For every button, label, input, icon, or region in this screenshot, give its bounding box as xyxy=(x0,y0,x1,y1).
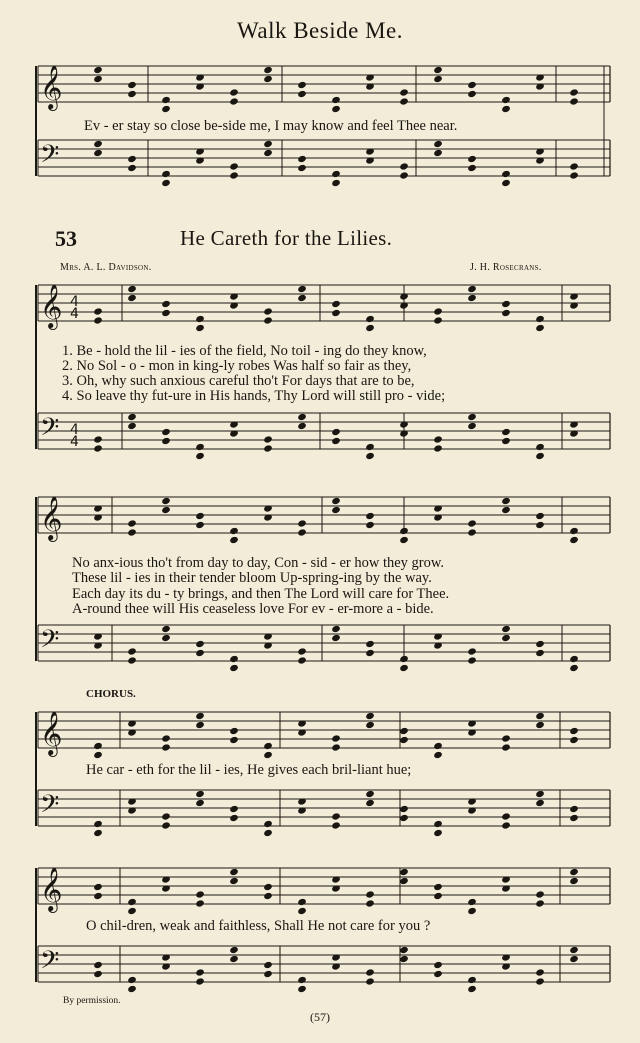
note-head xyxy=(93,66,103,74)
note-head xyxy=(365,790,375,798)
note-head xyxy=(365,443,375,451)
note-head xyxy=(467,90,477,98)
note-head xyxy=(399,527,409,535)
note-head xyxy=(331,497,341,505)
time-signature: 4 xyxy=(70,294,79,310)
note-head xyxy=(331,428,341,436)
note-head xyxy=(535,799,545,807)
note-head xyxy=(229,162,239,170)
note-head xyxy=(569,88,579,96)
time-signature: 4 xyxy=(70,434,79,450)
note-head xyxy=(127,285,137,293)
bass-clef-icon: 𝄢 xyxy=(40,625,60,660)
note-head xyxy=(569,162,579,170)
note-head xyxy=(501,821,511,829)
note-head xyxy=(93,961,103,969)
note-head xyxy=(229,727,239,735)
note-head xyxy=(399,805,409,813)
note-head xyxy=(297,413,307,421)
note-head xyxy=(297,647,307,655)
note-head xyxy=(433,742,443,750)
note-head xyxy=(161,309,171,317)
chorus-label: CHORUS. xyxy=(86,688,136,700)
note-head xyxy=(297,528,307,536)
note-head xyxy=(569,536,579,544)
note-head xyxy=(433,820,443,828)
fragment-title: Walk Beside Me. xyxy=(237,18,403,43)
note-head xyxy=(263,970,273,978)
verse-4-line-1: 4. So leave thy fut-ure in His hands, Thy Lord will still pro - vide; xyxy=(62,388,446,404)
note-head xyxy=(297,81,307,89)
note-head xyxy=(263,883,273,891)
note-head xyxy=(263,149,273,157)
note-head xyxy=(365,324,375,332)
note-head xyxy=(501,179,511,187)
note-head xyxy=(365,899,375,907)
note-head xyxy=(569,664,579,672)
note-head xyxy=(195,799,205,807)
treble-clef-icon: 𝄞 xyxy=(40,867,63,911)
note-head xyxy=(569,527,579,535)
note-head xyxy=(93,435,103,443)
note-head xyxy=(297,976,307,984)
note-head xyxy=(433,829,443,837)
note-head xyxy=(501,309,511,317)
page-number: (57) xyxy=(310,1010,330,1024)
note-head xyxy=(93,883,103,891)
note-head xyxy=(535,640,545,648)
note-head xyxy=(501,812,511,820)
note-head xyxy=(127,294,137,302)
note-head xyxy=(365,315,375,323)
note-head xyxy=(195,968,205,976)
note-head xyxy=(161,300,171,308)
note-head xyxy=(535,324,545,332)
note-head xyxy=(569,727,579,735)
note-head xyxy=(161,743,171,751)
verse-3-line-2: Each day its du - ty brings, and then The Lord will care for Thee. xyxy=(72,586,450,602)
bass-clef-icon: 𝄢 xyxy=(40,946,60,981)
note-head xyxy=(399,736,409,744)
note-head xyxy=(399,814,409,822)
note-head xyxy=(263,316,273,324)
note-head xyxy=(331,821,341,829)
note-head xyxy=(161,497,171,505)
note-head xyxy=(433,435,443,443)
note-head xyxy=(433,892,443,900)
note-head xyxy=(365,649,375,657)
note-head xyxy=(263,892,273,900)
note-head xyxy=(467,656,477,664)
chorus-line-2: O chil-dren, weak and faithless, Shall He not care for you ? xyxy=(86,918,431,934)
note-head xyxy=(195,443,205,451)
note-head xyxy=(229,877,239,885)
note-head xyxy=(127,656,137,664)
music-credit: J. H. Rosecrans. xyxy=(470,262,542,273)
note-head xyxy=(263,140,273,148)
time-signature: 4 xyxy=(70,306,79,322)
note-head xyxy=(93,140,103,148)
note-head xyxy=(569,805,579,813)
treble-clef-icon: 𝄞 xyxy=(40,496,63,540)
note-head xyxy=(161,625,171,633)
words-credit: Mrs. A. L. Davidson. xyxy=(60,262,152,273)
note-head xyxy=(535,443,545,451)
note-head xyxy=(263,307,273,315)
note-head xyxy=(229,946,239,954)
note-head xyxy=(127,164,137,172)
verse-2-line-2: These lil - ies in their tender bloom Up-spring-ing by the way. xyxy=(72,570,432,586)
note-head xyxy=(93,742,103,750)
note-head xyxy=(467,898,477,906)
hymn-number: 53 xyxy=(55,226,77,251)
note-head xyxy=(535,899,545,907)
note-head xyxy=(263,829,273,837)
note-head xyxy=(501,96,511,104)
note-head xyxy=(399,877,409,885)
note-head xyxy=(93,307,103,315)
note-head xyxy=(93,829,103,837)
note-head xyxy=(297,898,307,906)
note-head xyxy=(161,179,171,187)
note-head xyxy=(297,422,307,430)
note-head xyxy=(365,512,375,520)
note-head xyxy=(161,428,171,436)
note-head xyxy=(399,162,409,170)
note-head xyxy=(263,961,273,969)
note-head xyxy=(127,907,137,915)
note-head xyxy=(331,309,341,317)
note-head xyxy=(569,655,579,663)
note-head xyxy=(399,955,409,963)
note-head xyxy=(501,734,511,742)
bass-clef-icon: 𝄢 xyxy=(40,140,60,175)
note-head xyxy=(331,743,341,751)
note-head xyxy=(229,664,239,672)
note-head xyxy=(127,413,137,421)
note-head xyxy=(161,734,171,742)
note-head xyxy=(467,519,477,527)
note-head xyxy=(467,976,477,984)
note-head xyxy=(93,970,103,978)
note-head xyxy=(195,712,205,720)
note-head xyxy=(365,890,375,898)
note-head xyxy=(399,536,409,544)
note-head xyxy=(467,81,477,89)
note-head xyxy=(467,647,477,655)
note-head xyxy=(161,821,171,829)
note-head xyxy=(297,907,307,915)
note-head xyxy=(161,812,171,820)
note-head xyxy=(93,820,103,828)
permission-note: By permission. xyxy=(63,996,121,1006)
bass-clef-icon: 𝄢 xyxy=(40,790,60,825)
note-head xyxy=(399,727,409,735)
note-head xyxy=(195,649,205,657)
chorus-line-1: He car - eth for the lil - ies, He gives each bril-liant hue; xyxy=(86,762,412,778)
note-head xyxy=(229,655,239,663)
note-head xyxy=(501,428,511,436)
note-head xyxy=(467,413,477,421)
note-head xyxy=(331,437,341,445)
note-head xyxy=(331,300,341,308)
note-head xyxy=(331,634,341,642)
note-head xyxy=(297,285,307,293)
note-head xyxy=(433,444,443,452)
note-head xyxy=(195,512,205,520)
note-head xyxy=(331,506,341,514)
note-head xyxy=(535,512,545,520)
note-head xyxy=(467,985,477,993)
note-head xyxy=(127,81,137,89)
note-head xyxy=(263,751,273,759)
note-head xyxy=(195,521,205,529)
note-head xyxy=(229,171,239,179)
note-head xyxy=(331,734,341,742)
note-head xyxy=(263,66,273,74)
note-head xyxy=(569,97,579,105)
note-head xyxy=(535,712,545,720)
note-head xyxy=(263,742,273,750)
note-head xyxy=(263,444,273,452)
note-head xyxy=(127,528,137,536)
note-head xyxy=(195,452,205,460)
note-head xyxy=(365,968,375,976)
note-head xyxy=(365,640,375,648)
note-head xyxy=(229,814,239,822)
note-head xyxy=(161,634,171,642)
note-head xyxy=(127,898,137,906)
note-head xyxy=(501,170,511,178)
note-head xyxy=(399,946,409,954)
bass-clef-icon: 𝄢 xyxy=(40,413,60,448)
verse-3-line-1: 3. Oh, why such anxious careful tho't For days that are to be, xyxy=(62,373,415,389)
note-head xyxy=(93,316,103,324)
note-head xyxy=(93,149,103,157)
note-head xyxy=(467,907,477,915)
note-head xyxy=(467,155,477,163)
note-head xyxy=(501,625,511,633)
note-head xyxy=(433,66,443,74)
note-head xyxy=(501,300,511,308)
note-head xyxy=(569,946,579,954)
note-head xyxy=(263,75,273,83)
note-head xyxy=(297,155,307,163)
note-head xyxy=(399,655,409,663)
note-head xyxy=(195,890,205,898)
note-head xyxy=(365,452,375,460)
note-head xyxy=(399,664,409,672)
note-head xyxy=(127,90,137,98)
note-head xyxy=(501,437,511,445)
note-head xyxy=(161,506,171,514)
verse-4-line-2: A-round thee will His ceaseless love For ev - er-more a - bide. xyxy=(72,601,434,617)
note-head xyxy=(433,961,443,969)
note-head xyxy=(535,649,545,657)
note-head xyxy=(399,868,409,876)
note-head xyxy=(399,171,409,179)
note-head xyxy=(501,634,511,642)
note-head xyxy=(127,976,137,984)
note-head xyxy=(127,519,137,527)
note-head xyxy=(229,955,239,963)
verse-1-line-2: No anx-ious tho't from day to day, Con - sid - er how they grow. xyxy=(72,555,445,571)
note-head xyxy=(365,521,375,529)
note-head xyxy=(433,149,443,157)
note-head xyxy=(535,790,545,798)
note-head xyxy=(263,820,273,828)
treble-clef-icon: 𝄞 xyxy=(40,284,63,328)
note-head xyxy=(399,97,409,105)
treble-clef-icon: 𝄞 xyxy=(40,711,63,755)
note-head xyxy=(297,90,307,98)
note-head xyxy=(569,814,579,822)
note-head xyxy=(535,890,545,898)
note-head xyxy=(127,155,137,163)
note-head xyxy=(229,736,239,744)
note-head xyxy=(569,955,579,963)
note-head xyxy=(161,105,171,113)
note-head xyxy=(569,171,579,179)
note-head xyxy=(535,721,545,729)
note-head xyxy=(535,452,545,460)
note-head xyxy=(127,647,137,655)
note-head xyxy=(331,625,341,633)
note-head xyxy=(365,721,375,729)
note-head xyxy=(433,307,443,315)
verse-2-line-1: 2. No Sol - o - mon in king-ly robes Was half so fair as they, xyxy=(62,358,412,374)
note-head xyxy=(535,968,545,976)
note-head xyxy=(93,75,103,83)
note-head xyxy=(501,105,511,113)
note-head xyxy=(229,805,239,813)
note-head xyxy=(501,497,511,505)
note-head xyxy=(229,536,239,544)
note-head xyxy=(331,105,341,113)
note-head xyxy=(229,527,239,535)
note-head xyxy=(331,812,341,820)
note-head xyxy=(297,519,307,527)
note-head xyxy=(433,140,443,148)
note-head xyxy=(195,315,205,323)
note-head xyxy=(297,985,307,993)
note-head xyxy=(297,294,307,302)
note-head xyxy=(569,868,579,876)
note-head xyxy=(365,977,375,985)
note-head xyxy=(195,640,205,648)
treble-clef-icon: 𝄞 xyxy=(40,65,63,109)
note-head xyxy=(433,970,443,978)
fragment-lyric: Ev - er stay so close be-side me, I may know and feel Thee near. xyxy=(84,118,458,134)
note-head xyxy=(229,868,239,876)
note-head xyxy=(229,88,239,96)
note-head xyxy=(467,422,477,430)
note-head xyxy=(93,751,103,759)
note-head xyxy=(399,88,409,96)
note-head xyxy=(331,96,341,104)
note-head xyxy=(195,790,205,798)
verse-1-line-1: 1. Be - hold the lil - ies of the field, No toil - ing do they know, xyxy=(62,343,427,359)
note-head xyxy=(161,437,171,445)
note-head xyxy=(433,75,443,83)
note-head xyxy=(331,170,341,178)
note-head xyxy=(467,528,477,536)
note-head xyxy=(229,97,239,105)
note-head xyxy=(195,721,205,729)
note-head xyxy=(93,892,103,900)
note-head xyxy=(535,315,545,323)
note-head xyxy=(433,316,443,324)
note-head xyxy=(501,743,511,751)
note-head xyxy=(127,985,137,993)
note-head xyxy=(263,435,273,443)
note-head xyxy=(161,96,171,104)
note-head xyxy=(569,736,579,744)
note-head xyxy=(501,506,511,514)
note-head xyxy=(433,883,443,891)
note-head xyxy=(535,977,545,985)
note-head xyxy=(297,164,307,172)
hymn-title: He Careth for the Lilies. xyxy=(180,226,393,250)
note-head xyxy=(467,294,477,302)
note-head xyxy=(93,444,103,452)
time-signature: 4 xyxy=(70,422,79,438)
note-head xyxy=(161,170,171,178)
note-head xyxy=(569,877,579,885)
note-head xyxy=(297,656,307,664)
note-head xyxy=(195,899,205,907)
note-head xyxy=(331,179,341,187)
note-head xyxy=(433,751,443,759)
note-head xyxy=(365,712,375,720)
note-head xyxy=(467,285,477,293)
note-head xyxy=(127,422,137,430)
note-head xyxy=(535,521,545,529)
note-head xyxy=(365,799,375,807)
note-head xyxy=(195,977,205,985)
note-head xyxy=(467,164,477,172)
note-head xyxy=(195,324,205,332)
